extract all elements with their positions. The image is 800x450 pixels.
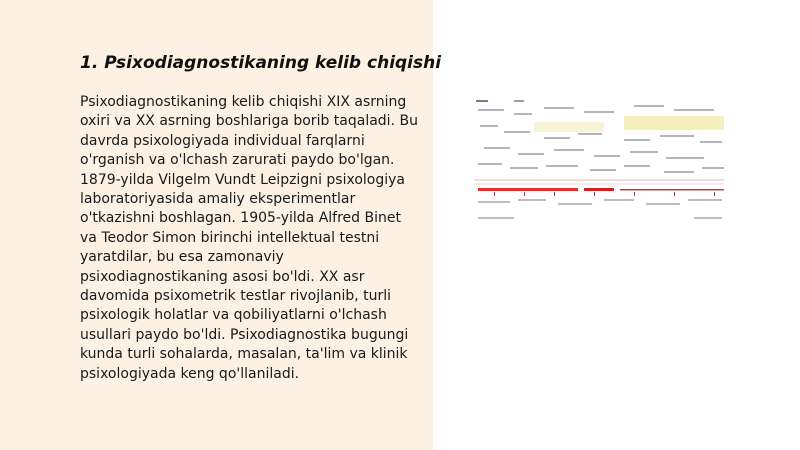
figure-highlight-band <box>534 122 604 132</box>
slide-paragraph: Psixodiagnostikaning kelib chiqishi XIX asrning oxiri va XX asrning boshlariga borib taqaladi. Bu davrda psixologiyada individual farqlarni o'rganish va o'lchash zarurati paydo bo'lgan. 1879-yilda Vilgelm Vundt Leipzigni psixologiya laboratoriyasida amaliy eksperimentlar o'tkazishni boshlagan. 1905-yilda Alfred Binet va Teodor Simon birinchi intellektual testni yaratdilar, bu esa zamonaviy psixodiagnostikaning asosi bo'ldi. XX asr davomida psixometrik testlar rivojlanib, turli psixologik holatlar va qobiliyatlarni o'lchash usullari paydo bo'ldi. Psixodiagnostika bugungi kunda turli sohalarda, masalan, ta'lim va klinik psixologiyada keng qo'llaniladi. <box>80 94 418 382</box>
timeline-tick <box>674 192 675 196</box>
timeline-tick <box>594 192 595 196</box>
timeline-bar <box>620 189 724 191</box>
timeline-tick <box>634 192 635 196</box>
timeline-tick <box>524 192 525 196</box>
timeline-bar <box>584 188 614 191</box>
timeline-tick <box>714 192 715 196</box>
timeline-tick <box>494 192 495 196</box>
slide-title: 1. Psixodiagnostikaning kelib chiqishi <box>80 53 442 73</box>
figure-snippet <box>514 100 524 102</box>
figure-highlight-band <box>624 116 724 130</box>
figure-snippet <box>476 100 488 102</box>
timeline-tick <box>554 192 555 196</box>
timeline-bar <box>478 188 578 191</box>
timeline-figure <box>474 96 726 228</box>
